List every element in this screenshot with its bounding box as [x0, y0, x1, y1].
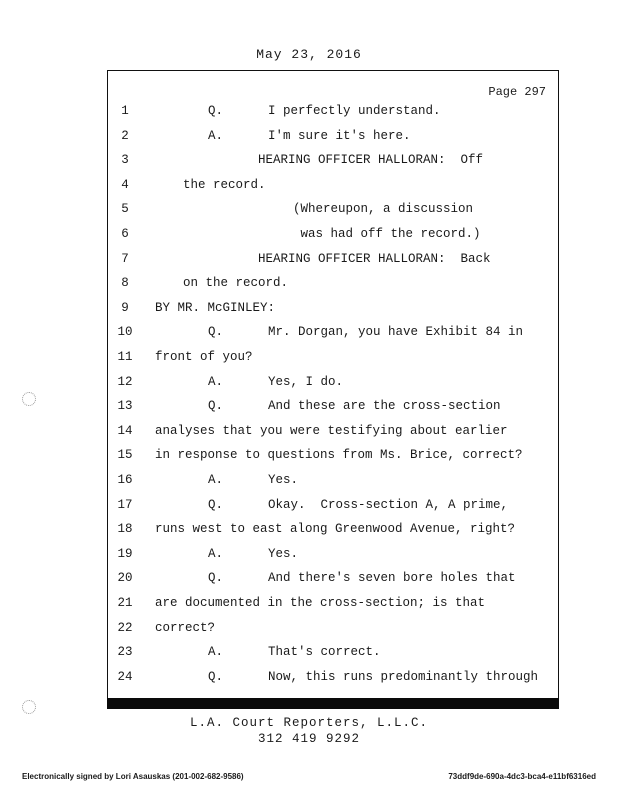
court-reporter-phone: 312 419 9292 [257, 732, 360, 746]
punch-hole-mark-bottom [22, 700, 36, 714]
line-number: 21 [117, 596, 133, 610]
transcript-line [0, 252, 618, 272]
line-number: 5 [121, 202, 129, 217]
line-text: correct? [155, 620, 216, 635]
line-text: A. Yes. [208, 546, 299, 561]
line-number: 15 [117, 448, 133, 463]
line-text: runs west to east along Greenwood Avenue, right? [155, 522, 516, 537]
transcript-line [0, 178, 618, 198]
transcript-line [0, 202, 618, 222]
transcript-line [0, 104, 618, 124]
transcript-line [0, 227, 618, 247]
line-text: analyses that you were testifying about earlier [155, 423, 508, 438]
transcript-line [0, 498, 618, 518]
line-number: 12 [117, 374, 133, 389]
line-text: Q. And there's seven bore holes that [208, 571, 516, 586]
line-number: 1 [121, 104, 129, 118]
line-number: 19 [117, 546, 133, 561]
line-text: front of you? [155, 350, 253, 364]
page-number: Page 297 [488, 85, 546, 99]
line-text: on the record. [183, 276, 289, 291]
transcript-line [0, 375, 618, 395]
document-hash: 73ddf9de-690a-4dc3-bca4-e11bf6316ed [448, 772, 596, 781]
line-number: 17 [117, 497, 133, 512]
line-text: Q. Okay. Cross-section A, A prime, [208, 497, 509, 512]
line-number: 18 [117, 522, 133, 537]
line-number: 2 [121, 128, 129, 143]
transcript-line [0, 301, 618, 321]
line-number: 9 [121, 300, 129, 315]
line-number: 6 [121, 227, 129, 241]
line-number: 10 [117, 325, 133, 340]
line-text: in response to questions from Ms. Brice, correct? [155, 448, 523, 463]
line-text: was had off the record.) [293, 227, 481, 241]
transcript-line [0, 399, 618, 419]
line-text: the record. [183, 177, 266, 192]
line-number: 4 [121, 177, 129, 192]
line-number: 14 [117, 423, 133, 438]
line-number: 23 [117, 645, 133, 660]
line-number: 13 [117, 399, 133, 414]
transcript-line [0, 645, 618, 665]
transcript-line [0, 350, 618, 370]
punch-hole-mark-middle [22, 392, 36, 406]
line-number: 7 [121, 251, 129, 266]
transcript-line [0, 621, 618, 641]
transcript-line [0, 547, 618, 567]
line-number: 24 [117, 669, 133, 684]
transcript-line [0, 129, 618, 149]
line-number: 16 [117, 473, 133, 487]
line-text: HEARING OFFICER HALLORAN: Back [258, 251, 491, 266]
transcript-line [0, 325, 618, 345]
line-text: HEARING OFFICER HALLORAN: Off [258, 153, 484, 168]
line-text: Q. Mr. Dorgan, you have Exhibit 84 in [208, 325, 524, 340]
line-number: 3 [121, 153, 129, 168]
transcript-line [0, 571, 618, 591]
transcript-line [0, 153, 618, 173]
line-text: (Whereupon, a discussion [293, 202, 474, 217]
transcript-line [0, 596, 618, 616]
line-text: Q. I perfectly understand. [208, 104, 441, 118]
transcript-line [0, 670, 618, 690]
transcript-line [0, 424, 618, 444]
line-text: Q. And these are the cross-section [208, 399, 501, 414]
line-number: 11 [117, 350, 133, 364]
frame-bottom-bar [107, 698, 559, 709]
line-text: A. I'm sure it's here. [208, 128, 411, 143]
line-text: A. That's correct. [208, 645, 381, 660]
line-number: 8 [121, 276, 129, 291]
transcript-date: May 23, 2016 [256, 47, 362, 62]
transcript-line [0, 448, 618, 468]
line-text: A. Yes, I do. [208, 374, 344, 389]
line-text: A. Yes. [208, 473, 299, 487]
electronic-signature: Electronically signed by Lori Asauskas (201-002-682-9586) [22, 772, 244, 781]
line-text: Q. Now, this runs predominantly through [208, 669, 539, 684]
line-text: are documented in the cross-section; is that [155, 596, 486, 610]
line-number: 22 [117, 620, 133, 635]
transcript-line [0, 276, 618, 296]
transcript-line [0, 522, 618, 542]
transcript-line [0, 473, 618, 493]
court-reporter-name: L.A. Court Reporters, L.L.C. [189, 716, 429, 730]
line-text: BY MR. McGINLEY: [155, 300, 276, 315]
line-number: 20 [117, 571, 133, 586]
